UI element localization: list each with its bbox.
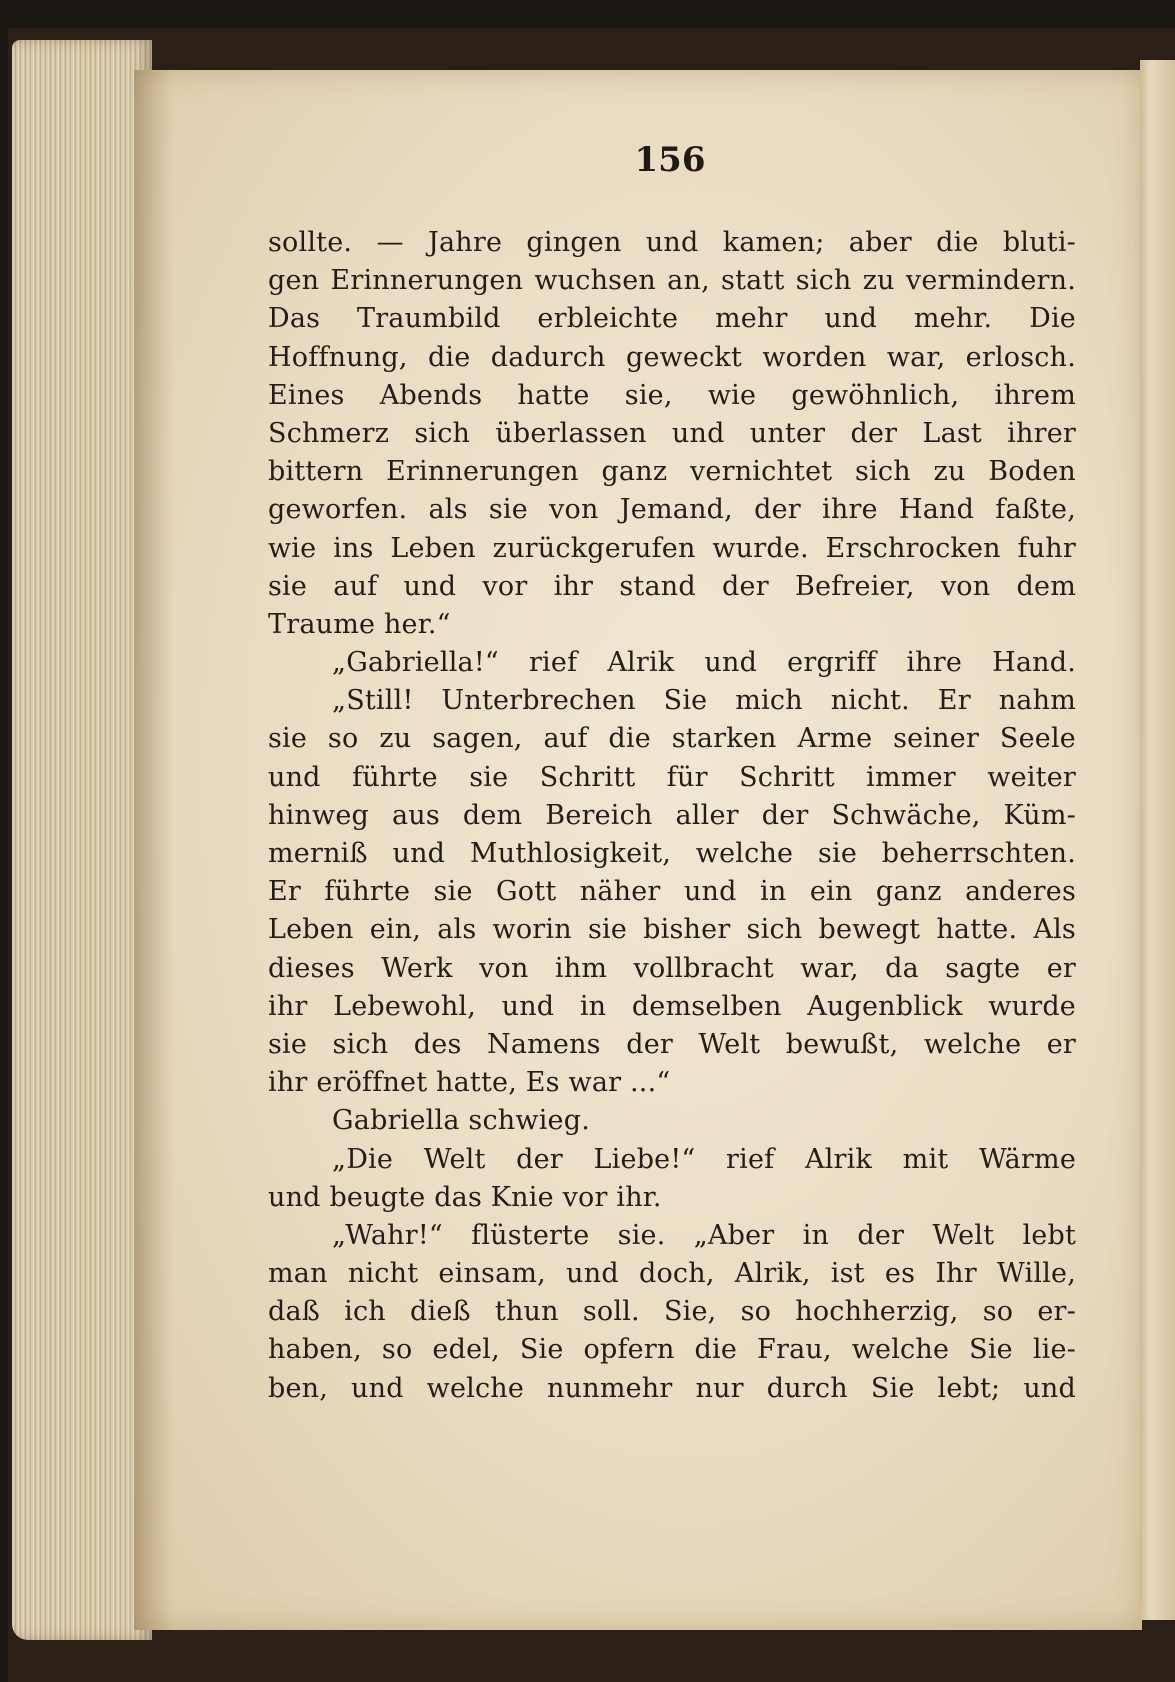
text-line: sie auf und vor ihr stand der Befreier, von dem: [268, 570, 1076, 602]
text-line: geworfen. als sie von Jemand, der ihre Hand faßte,: [268, 494, 1076, 526]
text-line: und beugte das Knie vor ihr.: [268, 1181, 662, 1213]
page-edges: [12, 40, 152, 1640]
page-number: 156: [634, 140, 706, 180]
text-line: ihr eröffnet hatte, Es war ...“: [268, 1067, 671, 1099]
text-line: merniß und Muthlosigkeit, welche sie beherrschten.: [268, 838, 1076, 869]
text-line: bittern Erinnerungen ganz vernichtet sich zu Boden: [268, 456, 1076, 488]
gutter-shadow: [134, 70, 174, 1630]
text-line: Leben ein, als worin sie bisher sich bewegt hatte. Als: [268, 914, 1076, 946]
text-line: hinweg aus dem Bereich aller der Schwäche, Küm-: [268, 799, 1076, 831]
text-line: „Gabriella!“ rief Alrik und ergriff ihre Hand.: [332, 647, 1076, 679]
facing-page-edge: [1140, 60, 1175, 1620]
text-line: „Still! Unterbrechen Sie mich nicht. Er nahm: [332, 685, 1076, 717]
page-text: [268, 224, 1076, 1408]
text-line: und führte sie Schritt für Schritt immer weiter: [268, 761, 1076, 793]
text-line: ben, und welche nunmehr nur durch Sie lebt; und: [268, 1372, 1076, 1404]
text-line: Hoffnung, die dadurch geweckt worden war, erlosch.: [268, 341, 1076, 373]
text-line: haben, so edel, Sie opfern die Frau, welche Sie lie-: [268, 1334, 1076, 1366]
text-line: Eines Abends hatte sie, wie gewöhnlich, ihrem: [268, 379, 1076, 411]
text-line: sie so zu sagen, auf die starken Arme seiner Seele: [268, 723, 1076, 755]
text-line: Gabriella schwieg.: [332, 1105, 590, 1137]
text-line: „Die Welt der Liebe!“ rief Alrik mit Wärme: [332, 1143, 1076, 1175]
text-line: Schmerz sich überlassen und unter der Last ihrer: [268, 417, 1076, 449]
text-line: ihr Lebewohl, und in demselben Augenblick wurde: [268, 990, 1076, 1022]
text-line: Er führte sie Gott näher und in ein ganz anderes: [268, 876, 1076, 908]
text-line: Das Traumbild erbleichte mehr und mehr. Die: [268, 303, 1076, 335]
text-line: sie sich des Namens der Welt bewußt, welche er: [268, 1028, 1076, 1060]
text-line: sollte. — Jahre gingen und kamen; aber die bluti-: [268, 227, 1076, 258]
text-line: gen Erinnerungen wuchsen an, statt sich zu vermindern.: [268, 265, 1076, 297]
text-line: „Wahr!“ flüsterte sie. „Aber in der Welt lebt: [332, 1219, 1076, 1251]
text-line: dieses Werk von ihm vollbracht war, da sagte er: [268, 952, 1076, 984]
text-line: daß ich dieß thun soll. Sie, so hochherzig, so er-: [268, 1296, 1076, 1328]
text-line: wie ins Leben zurückgerufen wurde. Erschrocken fuhr: [268, 532, 1076, 564]
text-line: man nicht einsam, und doch, Alrik, ist es Ihr Wille,: [268, 1258, 1076, 1290]
text-line: Traume her.“: [268, 608, 451, 640]
